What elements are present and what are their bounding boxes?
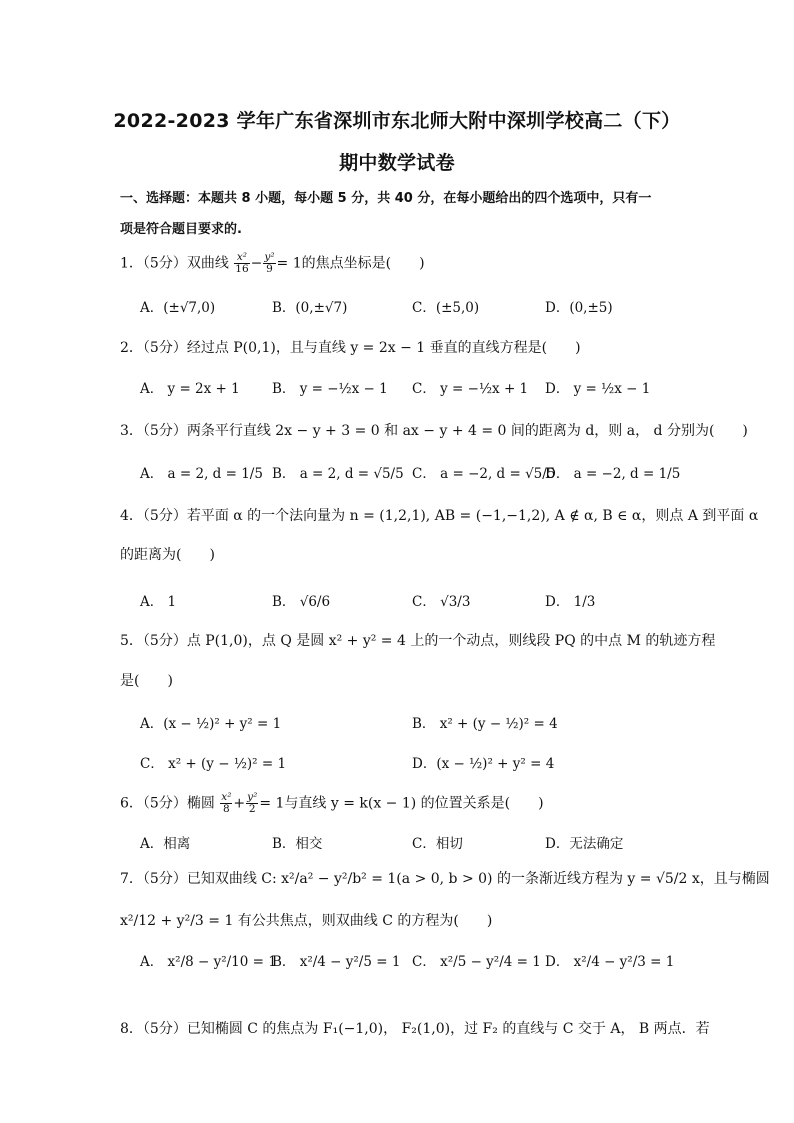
q5-option-b: B． x² + (y − ½)² = 4 [412,716,558,732]
q6-option-a: A．相离 [140,836,191,852]
q4-option-c: C． √3/3 [412,594,471,610]
q2-option-d: D． y = ½x − 1 [545,381,651,397]
question-2: 2．（5分）经过点 P(0,1)，且与直线 y = 2x − 1 垂直的直线方程是( ) [120,340,581,356]
section-instructions-1: 一、选择题：本题共 8 小题，每小题 5 分，共 40 分，在每小题给出的四个选项中，只有一 [120,191,652,206]
question-4-line-1: 4．（5分）若平面 α 的一个法向量为 n = (1,2,1), AB = (−1,−1,2), A ∉ α, B ∈ α，则点 A 到平面 α [120,508,759,524]
q4-option-b: B． √6/6 [272,594,331,610]
question-1: 1．（5分）双曲线 $\frac{\text{x²}}{16}$ − $\frac{\text{y²}}{9}$ = 1的焦点坐标是( ) [120,251,425,275]
q1-option-d: D．(0,±5) [545,300,613,316]
q4-option-a: A． 1 [140,594,177,610]
q2-option-a: A． y = 2x + 1 [140,381,240,397]
exam-title: 2022-2023 学年广东省深圳市东北师大附中深圳学校高二（下） [113,110,681,132]
fraction-x2-16: $\frac{\text{x²}}{16}$ [235,251,249,275]
question-6-tail: 与直线 y = k(x − 1) 的位置关系是( ) [284,795,544,812]
q3-option-a: A． a = 2, d = 1/5 [140,466,263,482]
q2-option-b: B． y = −½x − 1 [272,381,388,397]
q7-option-b: B． x²/4 − y²/5 = 1 [272,954,401,970]
q3-option-c: C． a = −2, d = √5/5 [412,466,556,482]
q2-option-c: C． y = −½x + 1 [412,381,529,397]
question-1-stem: 1．（5分）双曲线 [120,255,229,272]
q7-option-a: A． x²/8 − y²/10 = 1 [140,954,277,970]
exam-subtitle: 期中数学试卷 [339,152,455,174]
fraction-y2-2: $\frac{\text{y²}}{2}$ [247,791,258,815]
question-3: 3．（5分）两条平行直线 2x − y + 3 = 0 和 ax − y + 4 = 0 间的距离为 d，则 a， d 分别为( ) [120,423,748,439]
q3-option-d: D． a = −2, d = 1/5 [545,466,681,482]
q4-option-d: D． 1/3 [545,594,596,610]
section-instructions-2: 项是符合题目要求的. [120,222,242,237]
question-5-line-1: 5．（5分）点 P(1,0)，点 Q 是圆 x² + y² = 4 上的一个动点，则线段 PQ 的中点 M 的轨迹方程 [120,633,716,649]
q3-option-b: B． a = 2, d = √5/5 [272,466,404,482]
q5-option-a: A．(x − ½)² + y² = 1 [140,716,282,732]
q6-option-d: D．无法确定 [545,836,624,852]
q5-option-c: C． x² + (y − ½)² = 1 [140,756,287,772]
q5-option-d: D．(x − ½)² + y² = 4 [412,756,555,772]
question-1-tail: 的焦点坐标是( ) [301,255,425,272]
q6-option-b: B．相交 [272,836,323,852]
q6-option-c: C．相切 [412,836,463,852]
q7-option-d: D． x²/4 − y²/3 = 1 [545,954,675,970]
fraction-y2-9: $\frac{\text{y²}}{9}$ [264,251,275,275]
question-6: 6．（5分）椭圆 $\frac{\text{x²}}{8}$ + $\frac{\text{y²}}{2}$ = 1与直线 y = k(x − 1) 的位置关系是( ) [120,791,544,815]
question-6-stem: 6．（5分）椭圆 [120,795,215,812]
q1-option-b: B．(0,±√7) [272,300,348,316]
question-7-line-1: 7．（5分）已知双曲线 C: x²/a² − y²/b² = 1(a > 0, b > 0) 的一条渐近线方程为 y = √5/2 x，且与椭圆 [120,871,770,887]
question-8-line-1: 8．（5分）已知椭圆 C 的焦点为 F₁(−1,0)， F₂(1,0)，过 F₂ 的直线与 C 交于 A， B 两点．若 [120,1021,710,1037]
q1-option-c: C．(±5,0) [412,300,480,316]
question-4-line-2: 的距离为( ) [120,547,215,563]
fraction-x2-8: $\frac{\text{x²}}{8}$ [221,791,232,815]
q1-option-a: A．(±√7,0) [140,300,216,316]
question-7-line-2: x²/12 + y²/3 = 1 有公共焦点，则双曲线 C 的方程为( ) [120,913,493,929]
question-5-line-2: 是( ) [120,673,173,689]
q7-option-c: C． x²/5 − y²/4 = 1 [412,954,541,970]
